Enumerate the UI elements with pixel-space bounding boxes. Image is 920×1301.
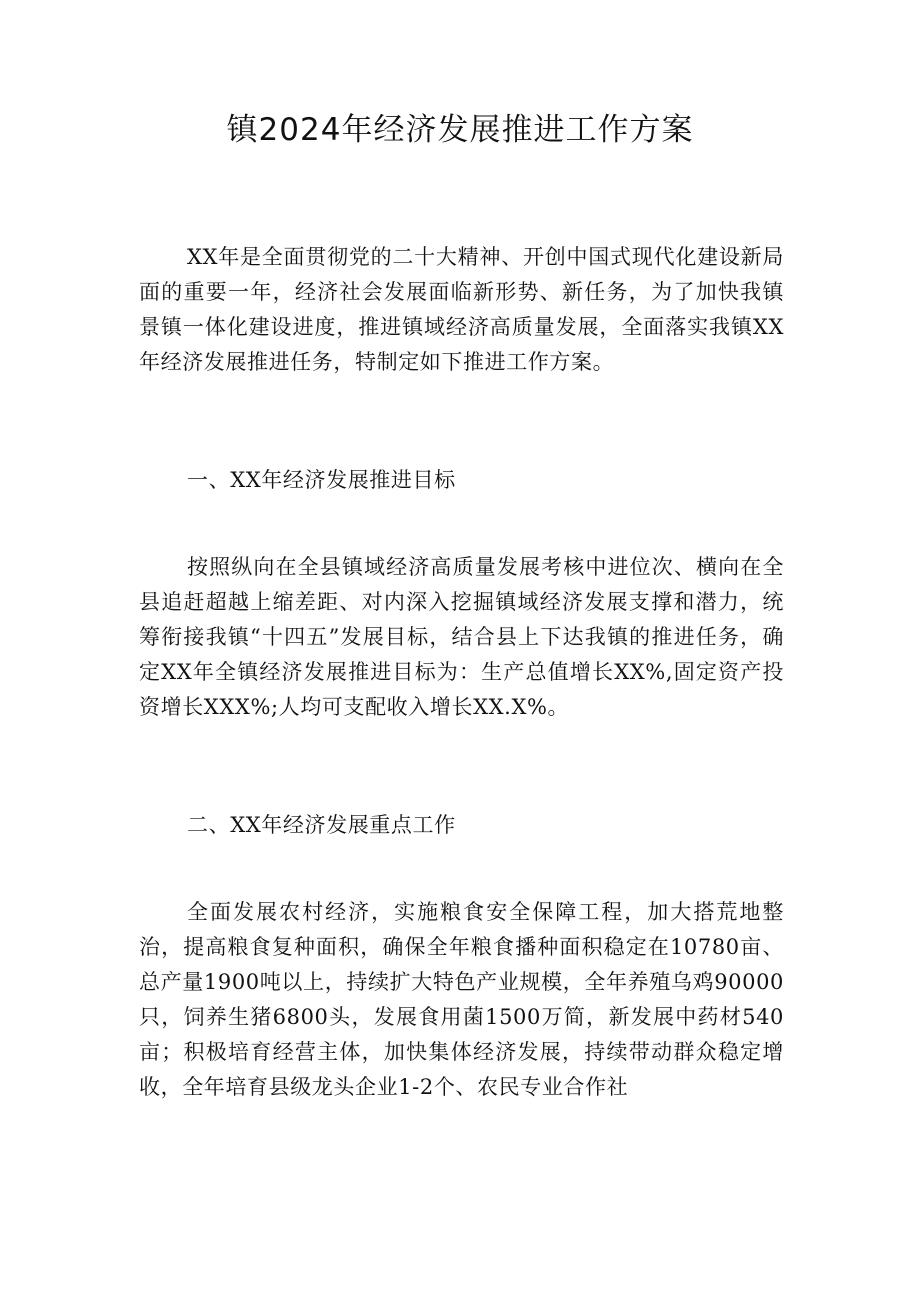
goals-paragraph: 按照纵向在全县镇域经济高质量发展考核中进位次、横向在全县追赶超越上缩差距、对内深入挖掘镇域经济发展支撑和潜力，统筹衔接我镇“十四五”发展目标，结合县上下达我镇的推进任务，确定XX年全镇经济发展推进目标为：生产总值增长XX%,固定资产投资增长XXX%;人均可支配收入增长XX.X%。 (139, 555, 784, 719)
key-work-paragraph: 全面发展农村经济，实施粮食安全保障工程，加大搭荒地整治，提高粮食复种面积，确保全年粮食播种面积稳定在10780亩、总产量1900吨以上，持续扩大特色产业规模，全年养殖乌鸡90000只，饲养生猪6800头，发展食用菌1500万简，新发展中药材540亩；积极培育经营主体，加快集体经济发展，持续带动群众稳定增收，全年培育县级龙头企业1-2个、农民专业合作社 (139, 900, 784, 1099)
section-heading-key-work: 二、XX年经济发展重点工作 (187, 813, 456, 837)
section-heading-goals: 一、XX年经济发展推进目标 (187, 468, 456, 492)
document-title: 镇2024年经济发展推进工作方案 (226, 112, 694, 148)
intro-paragraph: XX年是全面贯彻党的二十大精神、开创中国式现代化建设新局面的重要一年，经济社会发展面临新形势、新任务，为了加快我镇景镇一体化建设进度，推进镇域经济高质量发展，全面落实我镇XX年经济发展推进任务，特制定如下推进工作方案。 (139, 245, 784, 374)
